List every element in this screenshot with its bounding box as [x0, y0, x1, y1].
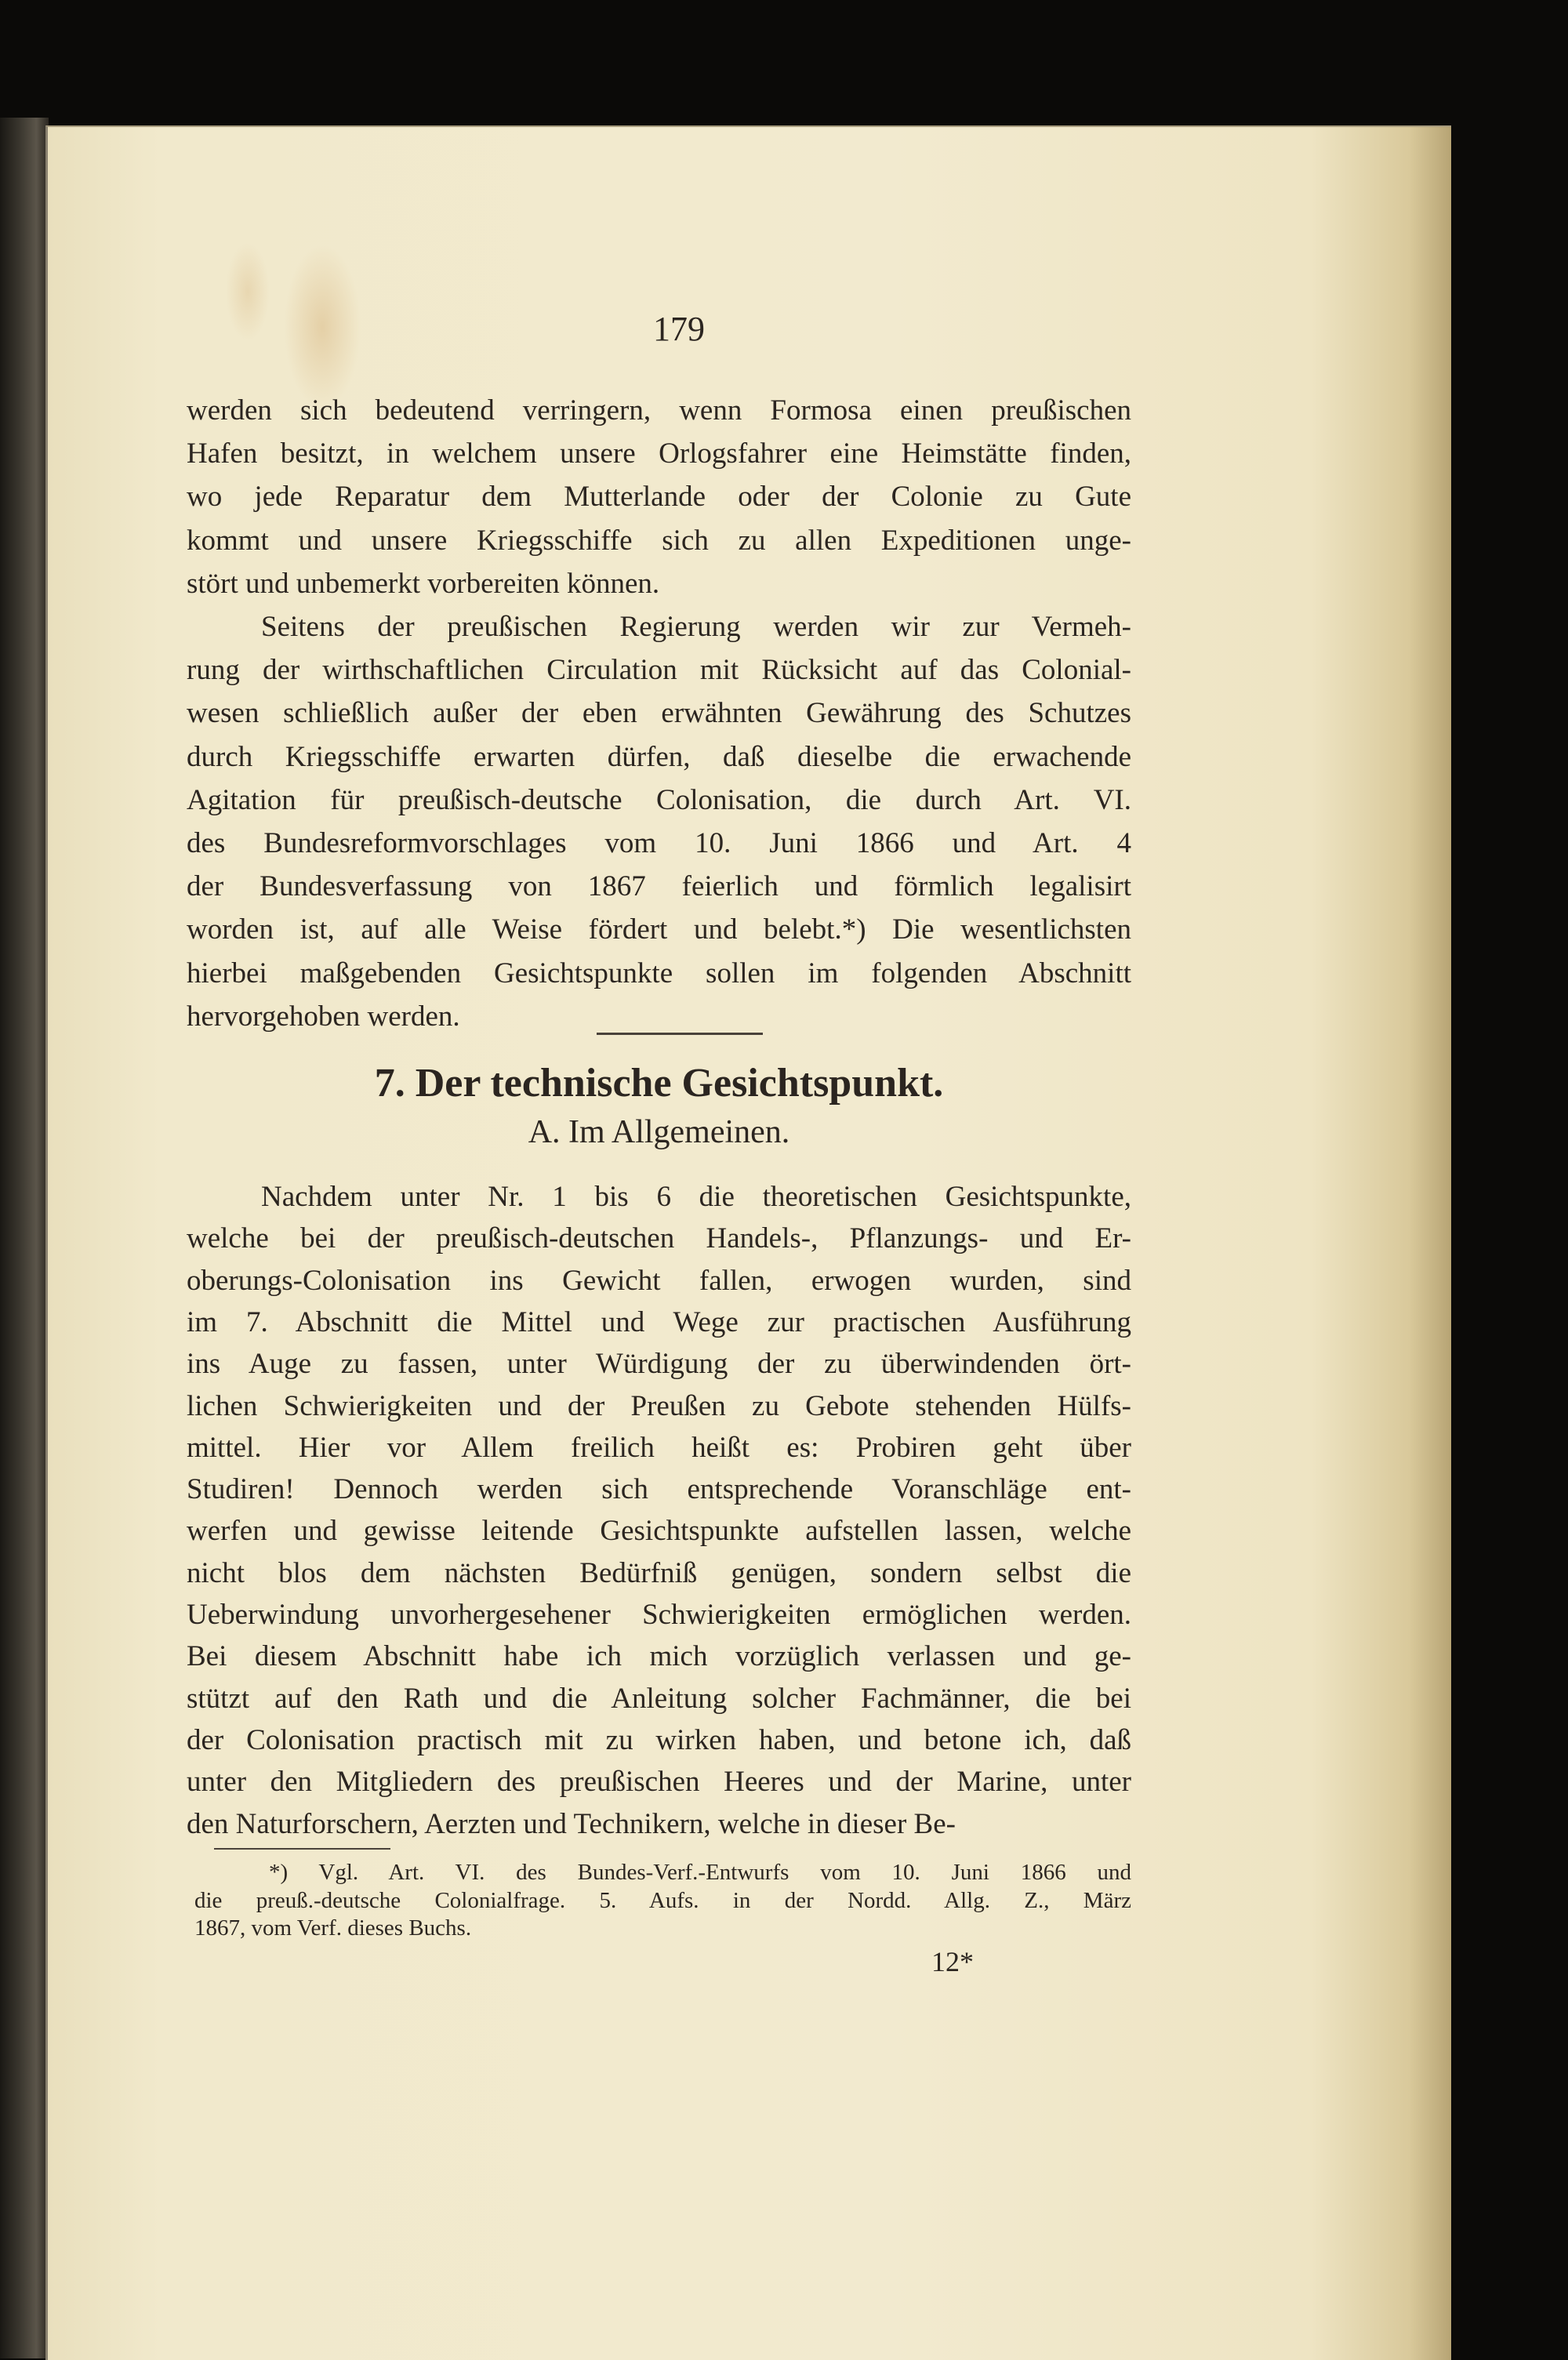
- section-heading: 7. Der technische Gesichtspunkt.: [374, 1061, 944, 1106]
- paragraph-3-line: Bei diesem Abschnitt habe ich mich vorzüglich verlassen und ge-: [187, 1640, 1131, 1673]
- paragraph-2-line: rung der wirthschaftlichen Circulation mit Rücksicht auf das Colonial-: [187, 654, 1131, 687]
- paragraph-3-line: mittel. Hier vor Allem freilich heißt es: Probiren geht über: [187, 1431, 1131, 1464]
- footnote-line: die preuß.-deutsche Colonialfrage. 5. Aufs. in der Nordd. Allg. Z., März: [194, 1887, 1131, 1913]
- paragraph-3-line: lichen Schwierigkeiten und der Preußen zu Gebote stehenden Hülfs-: [187, 1389, 1131, 1422]
- paragraph-3-line: Studiren! Dennoch werden sich entsprechende Voranschläge ent-: [187, 1473, 1131, 1506]
- footnote-rule: [214, 1848, 390, 1850]
- paragraph-2-line: Agitation für preußisch-deutsche Colonisation, die durch Art. VI.: [187, 783, 1131, 816]
- paragraph-1-line: kommt und unsere Kriegsschiffe sich zu allen Expeditionen unge-: [187, 524, 1131, 557]
- paragraph-2-line: der Bundesverfassung von 1867 feierlich und förmlich legalisirt: [187, 870, 1131, 903]
- section-divider: [597, 1033, 763, 1035]
- paragraph-2-line: des Bundesreformvorschlages vom 10. Juni 1866 und Art. 4: [187, 827, 1131, 859]
- paragraph-1-line: stört und unbemerkt vorbereiten können.: [187, 567, 660, 600]
- page-number: 179: [653, 310, 705, 348]
- paragraph-3-line: oberungs-Colonisation ins Gewicht fallen, erwogen wurden, sind: [187, 1264, 1131, 1297]
- paragraph-1-line: werden sich bedeutend verringern, wenn Formosa einen preußischen: [187, 394, 1131, 427]
- paragraph-3-line: der Colonisation practisch mit zu wirken haben, und betone ich, daß: [187, 1723, 1131, 1756]
- footnote-line: *) Vgl. Art. VI. des Bundes-Verf.-Entwurfs vom 10. Juni 1866 und: [269, 1860, 1131, 1885]
- paragraph-2-line: wesen schließlich außer der eben erwähnten Gewährung des Schutzes: [187, 697, 1131, 730]
- paragraph-3-line: nicht blos dem nächsten Bedürfniß genügen, sondern selbst die: [187, 1556, 1131, 1589]
- paragraph-3-line: im 7. Abschnitt die Mittel und Wege zur practischen Ausführung: [187, 1305, 1131, 1338]
- signature-mark: 12*: [931, 1946, 974, 1977]
- paragraph-3-line: ins Auge zu fassen, unter Würdigung der zu überwindenden ört-: [187, 1348, 1131, 1381]
- paragraph-3-line: werfen und gewisse leitende Gesichtspunkte aufstellen lassen, welche: [187, 1515, 1131, 1548]
- paragraph-2-line: durch Kriegsschiffe erwarten dürfen, daß dieselbe die erwachende: [187, 740, 1131, 773]
- paragraph-3-line: welche bei der preußisch-deutschen Handels-, Pflanzungs- und Er-: [187, 1222, 1131, 1255]
- paragraph-3-line: Ueberwindung unvorhergesehener Schwierigkeiten ermöglichen werden.: [187, 1599, 1131, 1631]
- paragraph-3-line: stützt auf den Rath und die Anleitung solcher Fachmänner, die bei: [187, 1682, 1131, 1715]
- paragraph-1-line: wo jede Reparatur dem Mutterlande oder der Colonie zu Gute: [187, 481, 1131, 514]
- book-binding-edge: [0, 118, 49, 2358]
- paragraph-2-line: worden ist, auf alle Weise fördert und belebt.*) Die wesentlichsten: [187, 913, 1131, 946]
- paragraph-3-line: den Naturforschern, Aerzten und Technikern, welche in dieser Be-: [187, 1807, 956, 1840]
- book-page: [45, 125, 1451, 2360]
- paragraph-3-line: Nachdem unter Nr. 1 bis 6 die theoretischen Gesichtspunkte,: [261, 1181, 1131, 1213]
- paragraph-2-line: hierbei maßgebenden Gesichtspunkte sollen im folgenden Abschnitt: [187, 957, 1131, 989]
- paragraph-2-line: Seitens der preußischen Regierung werden wir zur Vermeh-: [261, 611, 1131, 643]
- paragraph-3-line: unter den Mitgliedern des preußischen Heeres und der Marine, unter: [187, 1766, 1131, 1799]
- section-subheading: A. Im Allgemeinen.: [528, 1114, 790, 1150]
- paragraph-2-line: hervorgehoben werden.: [187, 1000, 460, 1033]
- footnote-line: 1867, vom Verf. dieses Buchs.: [194, 1915, 472, 1941]
- paragraph-1-line: Hafen besitzt, in welchem unsere Orlogsfahrer eine Heimstätte finden,: [187, 438, 1131, 470]
